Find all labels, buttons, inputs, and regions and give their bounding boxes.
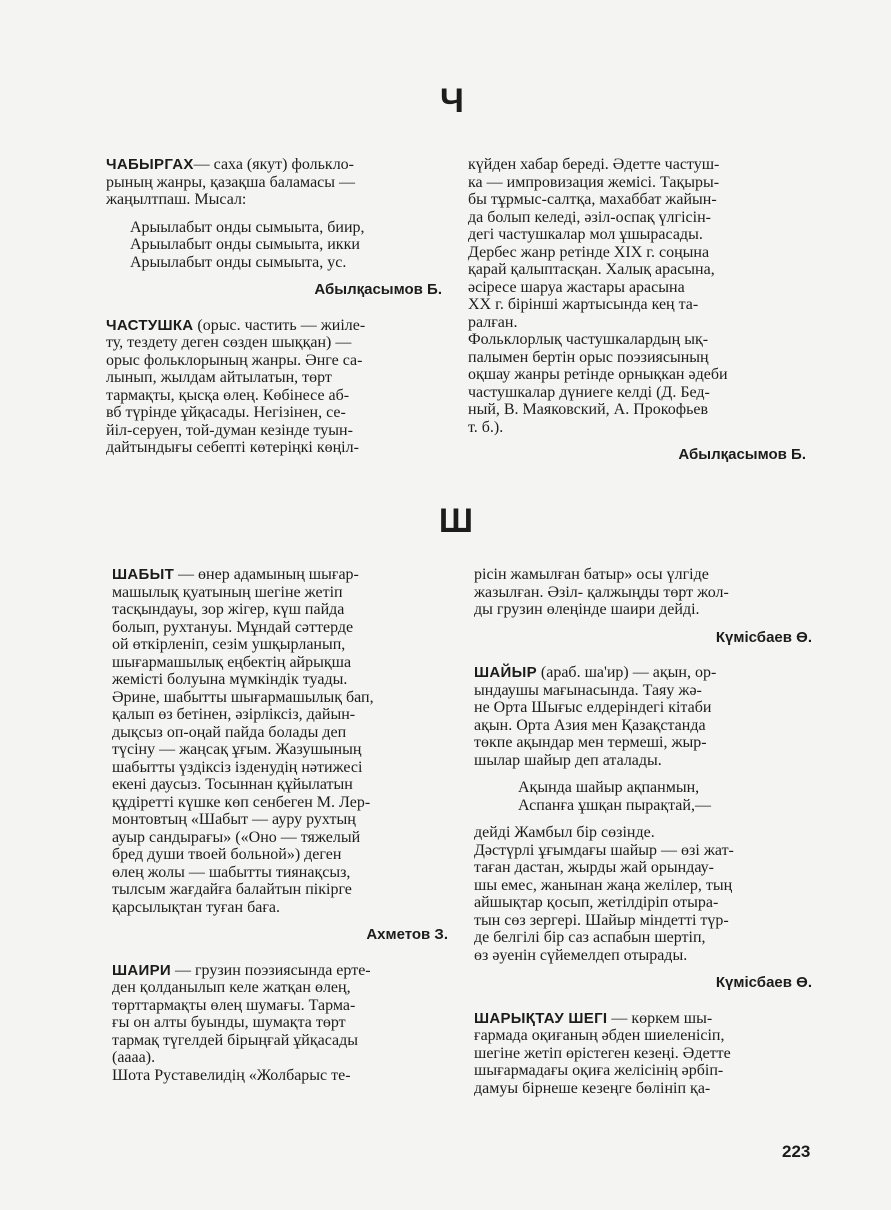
page-number: 223	[782, 1142, 811, 1161]
ch-right-line-14: ный, В. Маяковский, А. Прокофьев	[468, 401, 709, 418]
shabyt-line-12: екені даусыз. Тосыннан құйылатын	[112, 776, 353, 793]
ch-right-line-5: Дербес жанр ретінде XIX г. соңына	[468, 243, 710, 261]
author-kumisbaev-1: Күмісбаев Ө.	[715, 628, 812, 646]
shabyt-line-10: түсіну — жаңсақ ұғым. Жазушының	[112, 741, 362, 758]
entry-chastushka	[106, 317, 442, 335]
entry-shabyt	[112, 566, 448, 584]
shaiyr-after-line-6: де белгілі бір саз аспабын шертіп,	[474, 929, 706, 946]
ch-right-line-0: күйден хабар береді. Әдетте частуш-	[468, 156, 720, 173]
entry-shaiyr	[474, 664, 812, 682]
ch-right-line-12: оқшау жанры ретінде орнықкан әдеби	[468, 366, 728, 383]
shabyt-line-1: машылық қуатының шегіне жетіп	[112, 583, 343, 601]
headword-shairi: ШАИРИ	[112, 961, 171, 979]
chastushka-line-3: лынып, жылдам айтылатын, төрт	[106, 369, 332, 386]
entry-chabyrgah	[106, 156, 442, 174]
shabyt-line-16: бред души твоей больной») деген	[112, 846, 342, 863]
ch-right-line-11: палымен бертін орыс поэзиясының	[468, 348, 709, 366]
author-abylkasymov-1: Абылқасымов Б.	[314, 281, 442, 298]
section-letter-sh: Ш	[438, 502, 474, 540]
sharyktau-line-4: дамуы бірнеше кезеңге бөлініп қа-	[474, 1079, 711, 1097]
shaiyr-line-2: не Орта Шығыс елдеріндегі кітаби	[474, 699, 712, 716]
shairi-cont-line-1: жазылған. Әзіл- қалжыңды төрт жол-	[474, 583, 729, 601]
shabyt-line-2: тасқындауы, зор жігер, күш пайда	[112, 601, 345, 618]
shabyt-line-15: ауыр сандырағы» («Оно — тяжелый	[112, 828, 361, 846]
shaiyr-after-line-3: шы емес, жанынан жаңа желілер, тың	[474, 876, 733, 894]
shabyt-line-5: шығармашылық еңбектің айрықша	[112, 653, 352, 671]
column-ch-right	[468, 156, 806, 464]
headword-shabyt: ШАБЫТ	[112, 566, 175, 583]
shairi-line-0: — грузин поэзиясында ерте-	[170, 961, 371, 979]
chastushka-line-0: (орыс. частить — жиіле-	[193, 316, 366, 334]
shairi-line-3: ғы он алты буынды, шумақта төрт	[112, 1014, 346, 1031]
ch-right-line-8: XX г. бірінші жартысында кең та-	[468, 296, 699, 313]
shabyt-line-8: қалып өз бетінен, әзірліксіз, дайын-	[112, 706, 356, 723]
chabyrgah-line-1: рының жанры, қазақша баламасы —	[106, 173, 356, 191]
shabyt-line-6: жемісті болуына мүмкіндік туады.	[112, 671, 348, 688]
verse-line-0: Арыылабыт онды сымыыта, биир,	[130, 218, 365, 236]
shabyt-line-7: Әрине, шабытты шығармашылық бап,	[112, 688, 374, 706]
headword-chabyrgah: ЧАБЫРГАХ	[106, 156, 194, 173]
headword-chastushka: ЧАСТУШКА	[106, 316, 194, 334]
chastushka-line-5: вб түрінде ұйқасады. Негізінен, се-	[106, 404, 346, 421]
column-sh-right	[474, 566, 812, 1097]
shabyt-line-14: монтовтың «Шабыт — ауру рухтың	[112, 811, 356, 828]
chastushka-line-2: орыс фольклорының жанры. Әнге са-	[106, 351, 363, 369]
ch-right-line-15: т. б.).	[468, 418, 504, 436]
shairi-line-5: (аааа).	[112, 1049, 156, 1066]
ch-right-line-7: әсіресе шаруа жастары арасына	[468, 278, 685, 296]
shairi-line-4: тармақ түгелдей бірыңғай ұйқасады	[112, 1031, 359, 1049]
shairi-cont-line-0: рісін жамылған батыр» осы үлгіде	[474, 566, 709, 583]
chastushka-line-7: дайтындығы себепті көтеріңкі көңіл-	[106, 439, 359, 456]
shabyt-line-4: ой өткірленіп, сезім ушқырланып,	[112, 636, 346, 653]
headword-shaiyr: ШАЙЫР	[474, 664, 537, 681]
shaiyr-line-1: ындаушы мағынасында. Таяу жә-	[474, 681, 702, 699]
ch-right-line-2: бы тұрмыс-салтқа, махаббат жайын-	[468, 191, 717, 208]
shaiyr-after-line-4: айшықтар қосып, жетілдіріп отыра-	[474, 894, 719, 911]
shaiyr-after-line-0: дейді Жамбыл бір сөзінде.	[474, 824, 655, 841]
column-sh-left	[112, 566, 448, 1084]
shairi-cont-line-2: ды грузин өлеңінде шаири дейді.	[474, 601, 700, 618]
shairi-line-2: төрттармақты өлең шумағы. Тарма-	[112, 996, 356, 1014]
entry-sharyktau	[474, 1010, 812, 1028]
verse-line-2: Арыылабыт онды сымыыта, ус.	[130, 253, 347, 271]
shabyt-line-0: — өнер адамының шығар-	[174, 566, 359, 583]
shabyt-line-13: құдіретті күшке көп сенбеген М. Лер-	[112, 793, 371, 811]
sharyktau-line-1: ғармада оқиғаның әбден шиеленісіп,	[474, 1027, 725, 1044]
shabyt-line-18: тылсым жағдайға балайтын пікірге	[112, 881, 352, 898]
headword-sharyktau: ШАРЫҚТАУ ШЕГІ	[474, 1009, 608, 1027]
chabyrgah-line-0: — саха (якут) фолькло-	[193, 156, 355, 173]
shaiyr-after-line-1: Дәстүрлі ұғымдағы шайыр — өзі жат-	[474, 841, 734, 859]
ch-right-line-4: дегі частушкалар мол ұшырасады.	[468, 226, 703, 243]
verse-line-1: Арыылабыт онды сымыыта, икки	[130, 236, 360, 253]
ch-right-line-1: ка — импровизация жемісі. Тақыры-	[468, 173, 720, 191]
chastushka-line-4: тармақты, қысқа өлең. Көбінесе аб-	[106, 386, 350, 404]
ch-right-line-6: қарай қалыптасқан. Халық арасына,	[468, 261, 715, 278]
ch-right-line-9: ралған.	[468, 313, 518, 331]
shaiyr-line-3: ақын. Орта Азия мен Қазақстанда	[474, 716, 706, 734]
ch-right-line-3: да болып келеді, әзіл-оспақ үлгісін-	[468, 208, 711, 226]
ch-right-line-10: Фольклорлық частушкалардың ық-	[468, 331, 709, 348]
shaiyr-verse-line-1: Аспанға ұшқан пырақтай,—	[518, 796, 711, 814]
shairi-line-6: Шота Руставелидің «Жолбарыс те-	[112, 1066, 351, 1084]
chastushka-line-1: ту, тездету деген сөзден шыққан) —	[106, 334, 352, 351]
shabyt-line-19: қарсылықтан туған баға.	[112, 898, 280, 916]
shaiyr-after-line-7: өз әуенін сүйемелдеп отырады.	[474, 946, 688, 964]
shabyt-line-11: шабытты үздіксіз ізденудің нәтижесі	[112, 758, 363, 776]
chabyrgah-line-2: жаңылтпаш. Мысал:	[106, 191, 247, 208]
shabyt-line-17: өлең жолы — шабытты тиянақсыз,	[112, 863, 351, 881]
sharyktau-line-2: шегіне жетіп өрістеген кезеңі. Әдетте	[474, 1044, 731, 1062]
author-kumisbaev-2: Күмісбаев Ө.	[715, 974, 812, 991]
shaiyr-after-line-5: тын сөз зергері. Шайыр міндетті түр-	[474, 911, 729, 929]
shaiyr-line-0: (араб. ша'ир) — ақын, ор-	[536, 664, 717, 681]
column-ch-left	[106, 156, 442, 457]
chastushka-line-6: йіл-серуен, той-думан кезінде туын-	[106, 421, 353, 439]
shabyt-line-3: болып, рухтануы. Мұндай сәттерде	[112, 618, 354, 636]
author-akhmetov: Ахметов З.	[366, 926, 448, 943]
entry-shairi	[112, 962, 448, 980]
ch-right-line-13: частушкалар дүниеге келді (Д. Бед-	[468, 383, 710, 401]
shabyt-line-9: дықсыз оп-оңай пайда болады деп	[112, 723, 347, 741]
shaiyr-line-5: шылар шайыр деп аталады.	[474, 751, 662, 769]
shaiyr-after-line-2: таған дастан, жырды жай орындау-	[474, 859, 714, 876]
shaiyr-verse-line-0: Ақында шайыр ақпанмын,	[518, 779, 700, 796]
sharyktau-line-3: шығармадағы оқиға желісінің әрбіп-	[474, 1062, 724, 1079]
sharyktau-line-0: — көркем шы-	[607, 1009, 713, 1027]
shaiyr-line-4: төкпе ақындар мен термеші, жыр-	[474, 734, 707, 751]
shairi-line-1: ден қолданылып келе жатқан өлең,	[112, 979, 351, 996]
author-abylkasymov-2: Абылқасымов Б.	[678, 446, 806, 463]
section-letter-ch: Ч	[440, 82, 464, 120]
